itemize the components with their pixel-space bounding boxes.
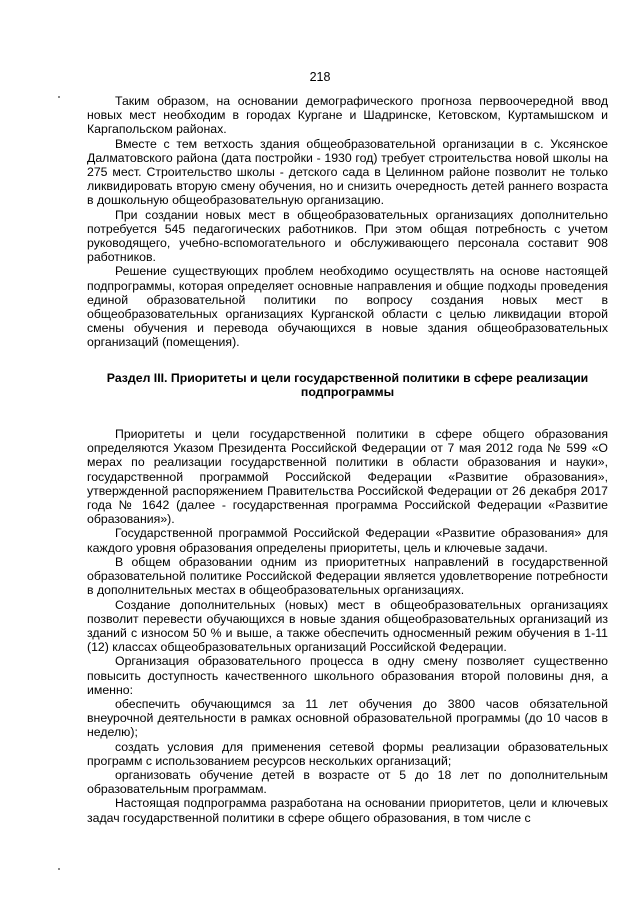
paragraph: Настоящая подпрограмма разработана на основании приоритетов, цели и ключевых задач государственной политики в сфере общего образования, в том числе с [87,796,608,825]
scan-mark [58,96,60,98]
list-item: обеспечить обучающимся за 11 лет обучения до 3800 часов обязательной внеурочной деятельности в рамках основной образовательной программы (до 10 часов в неделю); [87,696,608,740]
paragraph: Таким образом, на основании демографического прогноза первоочередной ввод новых мест необходим в городах Кургане и Шадринске, Кетовском, Куртамышском и Каргапольском районах. [87,94,608,137]
paragraph: Вместе с тем ветхость здания общеобразовательной организации в с. Уксянское Далматовского района (дата постройки - 1930 год) требует строительства новой школы на 275 мест. Строительство школы - детского сада в Целинном районе позволит не только ликвидировать вторую смену обучения, но и снизить очередность детей раннего возраста в дошкольную общеобразовательную организацию. [87,136,608,208]
paragraph: Создание дополнительных (новых) мест в общеобразовательных организациях позволит перевести обучающихся в новые здания общеобразовательных организаций из зданий с износом 50 % и выше, а также обеспечить односменный режим обучения в 1-11 (12) классах общеобразовательных организаций Российской Федерации. [87,597,608,655]
list-item: создать условия для применения сетевой формы реализации образовательных программ с использованием ресурсов нескольких организаций; [87,739,608,768]
paragraph: Организация образовательного процесса в одну смену позволяет существенно повысить доступность качественного школьного образования второй половины дня, а именно: [87,654,608,697]
paragraph: Государственной программой Российской Федерации «Развитие образования» для каждого уровня образования определены приоритеты, цель и ключевые задачи. [87,526,608,555]
paragraph: Решение существующих проблем необходимо осуществлять на основе настоящей подпрограммы, которая определяет основные направления и общие подходы проведения единой образовательной политики по вопросу создания новых мест в общеобразовательных организациях Курганской области с целью ликвидации второй смены обучения и перевода обучающихся в новые здания общеобразовательных организаций (помещения). [87,264,608,350]
section-heading: Раздел III. Приоритеты и цели государственной политики в сфере реализации подпрограммы [106,370,589,399]
paragraph: Приоритеты и цели государственной политики в сфере общего образования определяются Указом Президента Российской Федерации от 7 мая 2012 года № 599 «О мерах по реализации государственной политики в области образования и науки», государственной программой Российской Федерации «Развитие образования», утвержденной распоряжением Правительства Российской Федерации от 26 декабря 2017 года № 1642 (далее - государственная программа Российской Федерации «Развитие образования»). [87,427,608,527]
paragraph: При создании новых мест в общеобразовательных организациях дополнительно потребуется 545 педагогических работников. При этом общая потребность с учетом руководящего, учебно-вспомогательного и обслуживающего персонала составит 908 работников. [87,207,608,265]
page-number: 218 [309,70,331,84]
scan-mark [58,868,60,870]
paragraph: В общем образовании одним из приоритетных направлений в государственной образовательной политике Российской Федерации является удовлетворение потребности в дополнительных местах в общеобразовательных организациях. [87,554,608,598]
list-item: организовать обучение детей в возрасте от 5 до 18 лет по дополнительным образовательным программам. [87,767,608,797]
document-body [87,94,608,825]
